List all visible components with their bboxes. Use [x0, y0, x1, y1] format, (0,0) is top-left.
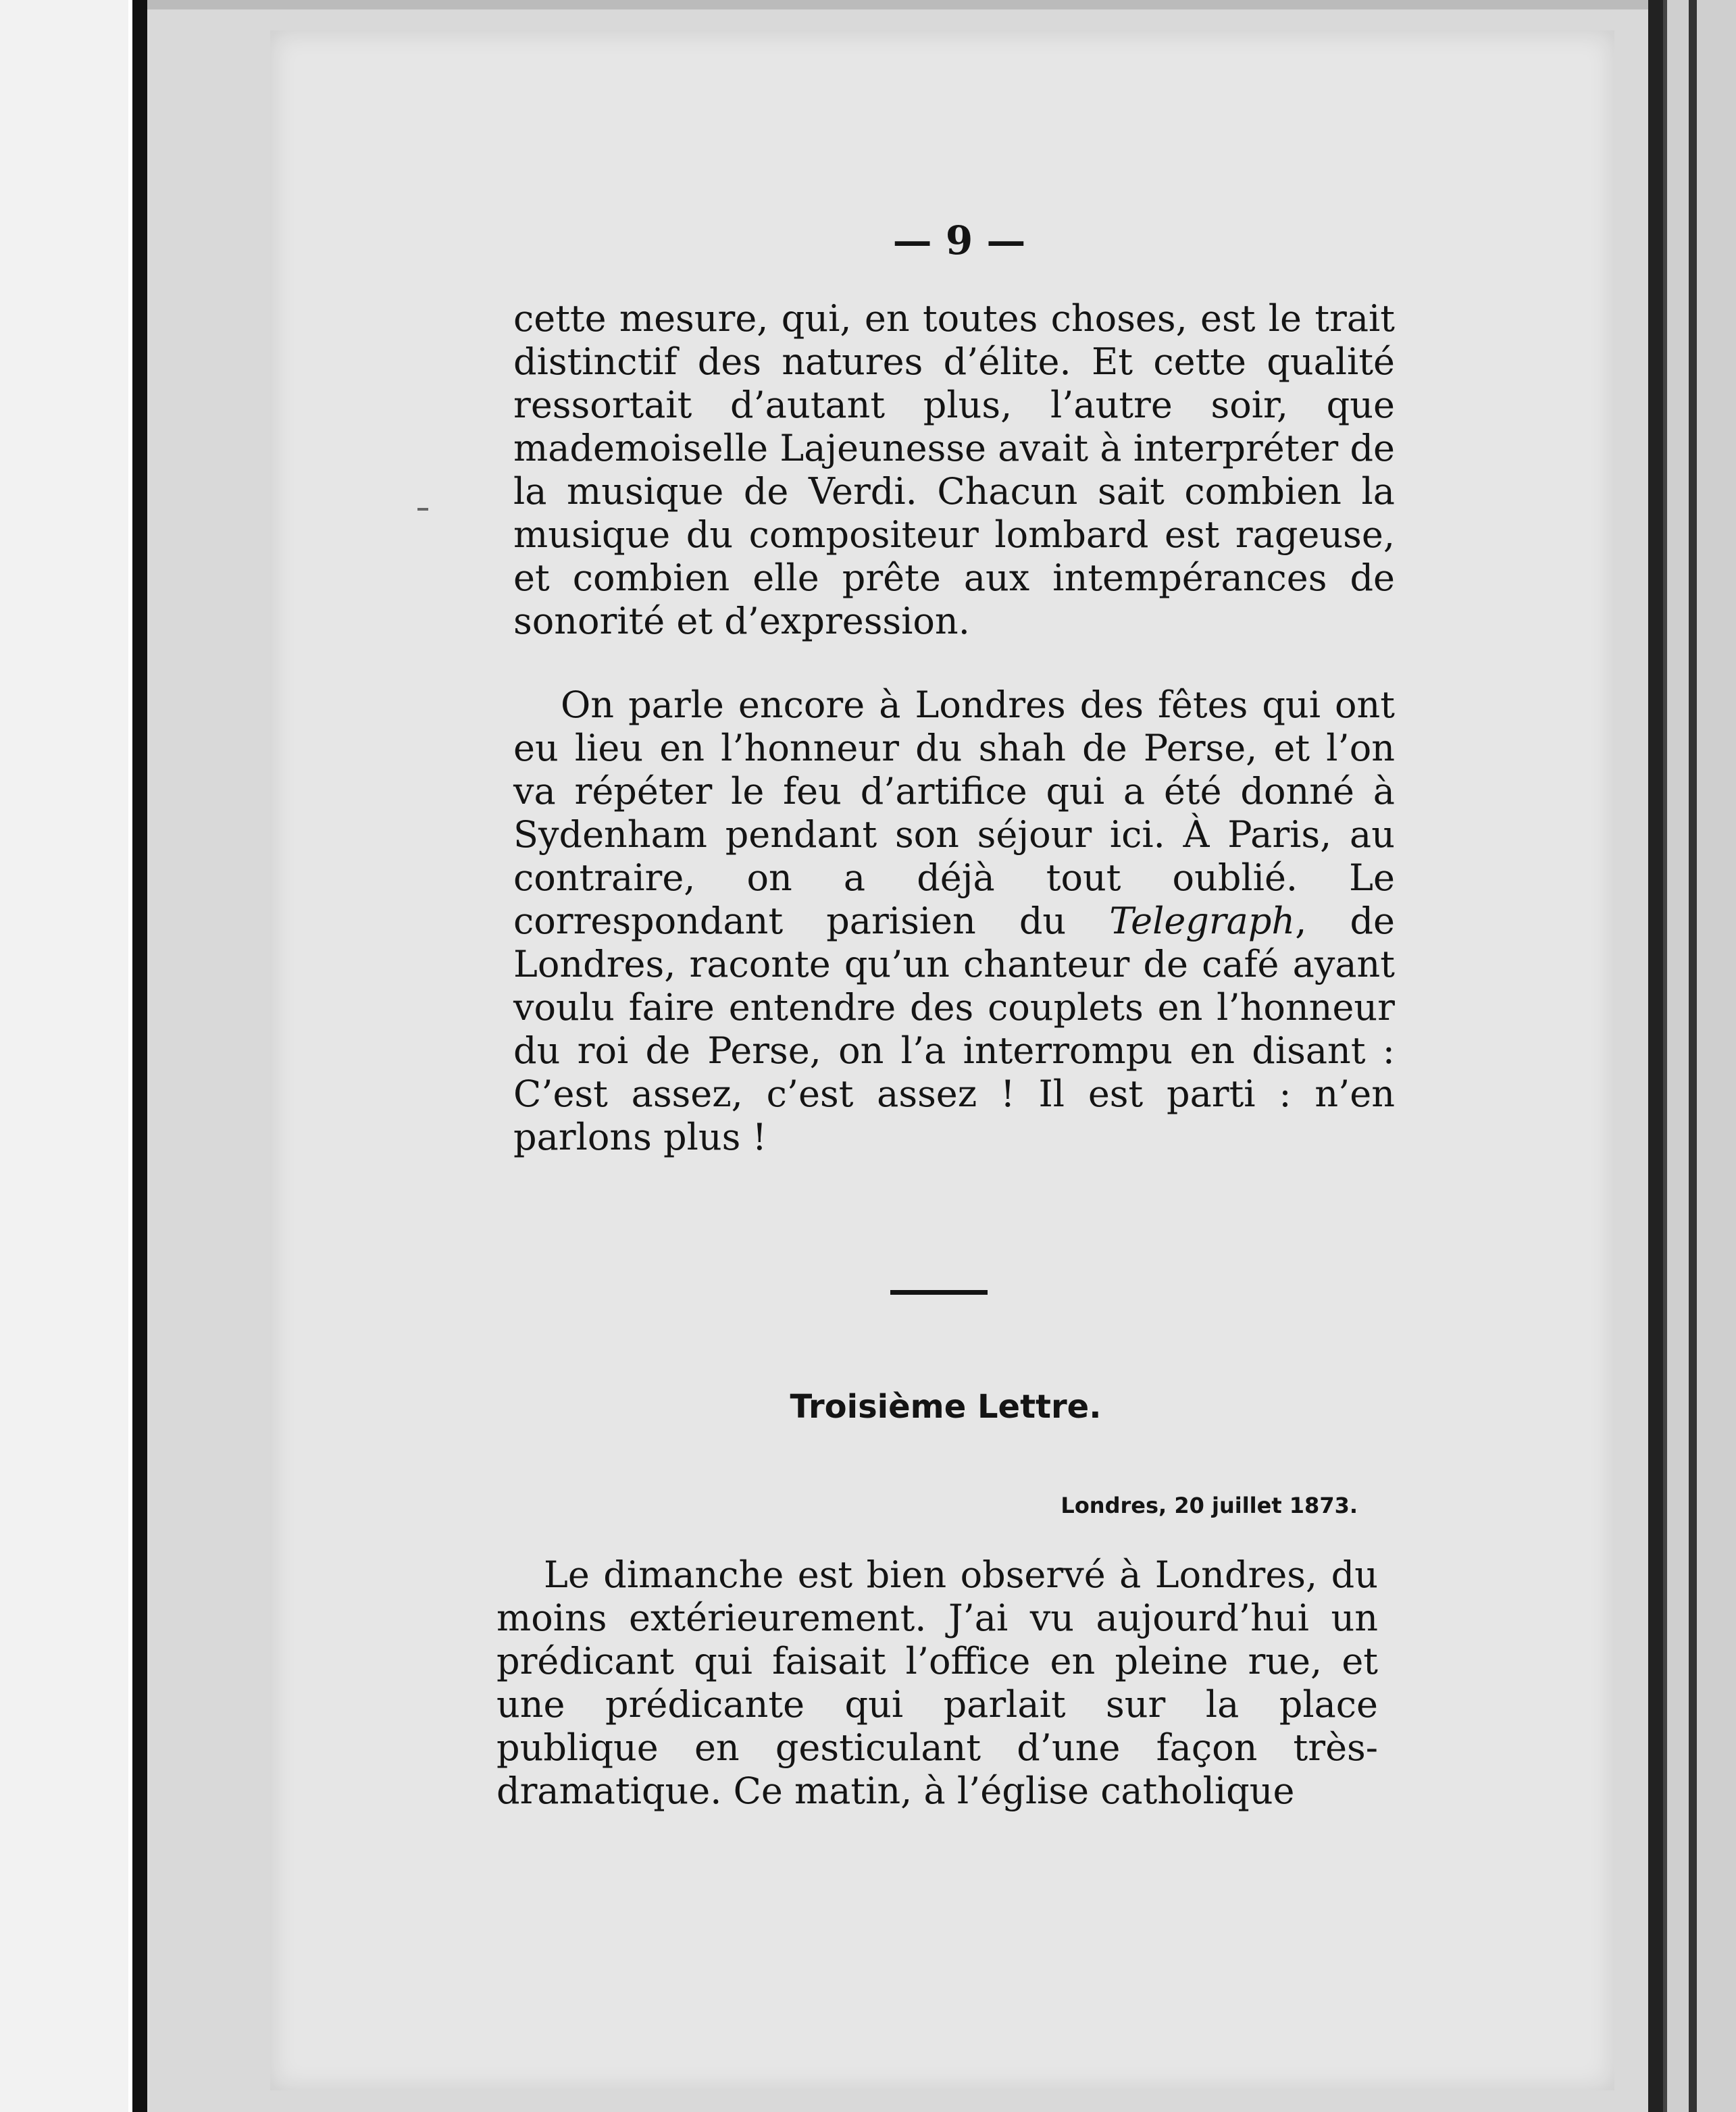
letter-heading: Troisième Lettre. — [790, 1388, 1102, 1426]
paragraph-text: On parle encore à Londres des fêtes qui ont eu lieu en l’honneur du shah de Perse, et l’on va répéter le feu d’artifice qui a été donné à Sydenham pendant son séjour ici. À Paris, au contraire, on a déjà tout oublié. Le correspondant parisien du — [513, 684, 1395, 942]
paragraph-text: cette mesure, qui, en toutes choses, est le trait distinctif des natures d’élite. Et cette qualité ressortait d’autant plus, l’autre soir, que mademoiselle Lajeunesse avait à interpréter de la musique de Verdi. Chacun sait combien la musique du compositeur lombard est rageuse, et combien elle prête aux intempérances de sonorité et d’expression. — [513, 297, 1395, 642]
film-border-right — [1648, 0, 1663, 2112]
section-separator — [890, 1290, 988, 1295]
paragraph-letter-body — [496, 1553, 1378, 1813]
paragraph-text: Le dimanche est bien observé à Londres, du moins extérieurement. J’ai vu aujourd’hui un prédicant qui faisait l’office en pleine rue, et une prédicante qui parlait sur la place publique en gesticulant d’une façon très-dramatique. Ce matin, à l’église catholique — [496, 1553, 1378, 1812]
film-edge-right — [1689, 0, 1697, 2112]
film-border-left — [132, 0, 147, 2112]
film-margin-right — [1663, 0, 1736, 2112]
newspaper-title: Telegraph — [1109, 900, 1296, 942]
margin-mark — [417, 508, 428, 511]
paragraph-shah-de-perse — [513, 684, 1395, 1159]
film-border-top — [147, 0, 1663, 9]
letter-dateline: Londres, 20 juillet 1873. — [1061, 1493, 1358, 1518]
page-number: — 9 — — [892, 217, 1026, 263]
film-margin-left — [0, 0, 128, 2112]
paragraph-continued — [513, 297, 1395, 643]
paragraph-text: , de Londres, raconte qu’un chanteur de café ayant voulu faire entendre des couplets en l’honneur du roi de Perse, on l’a interrompu en disant : C’est assez, c’est assez ! Il est parti : n’en parlons plus ! — [513, 900, 1395, 1158]
